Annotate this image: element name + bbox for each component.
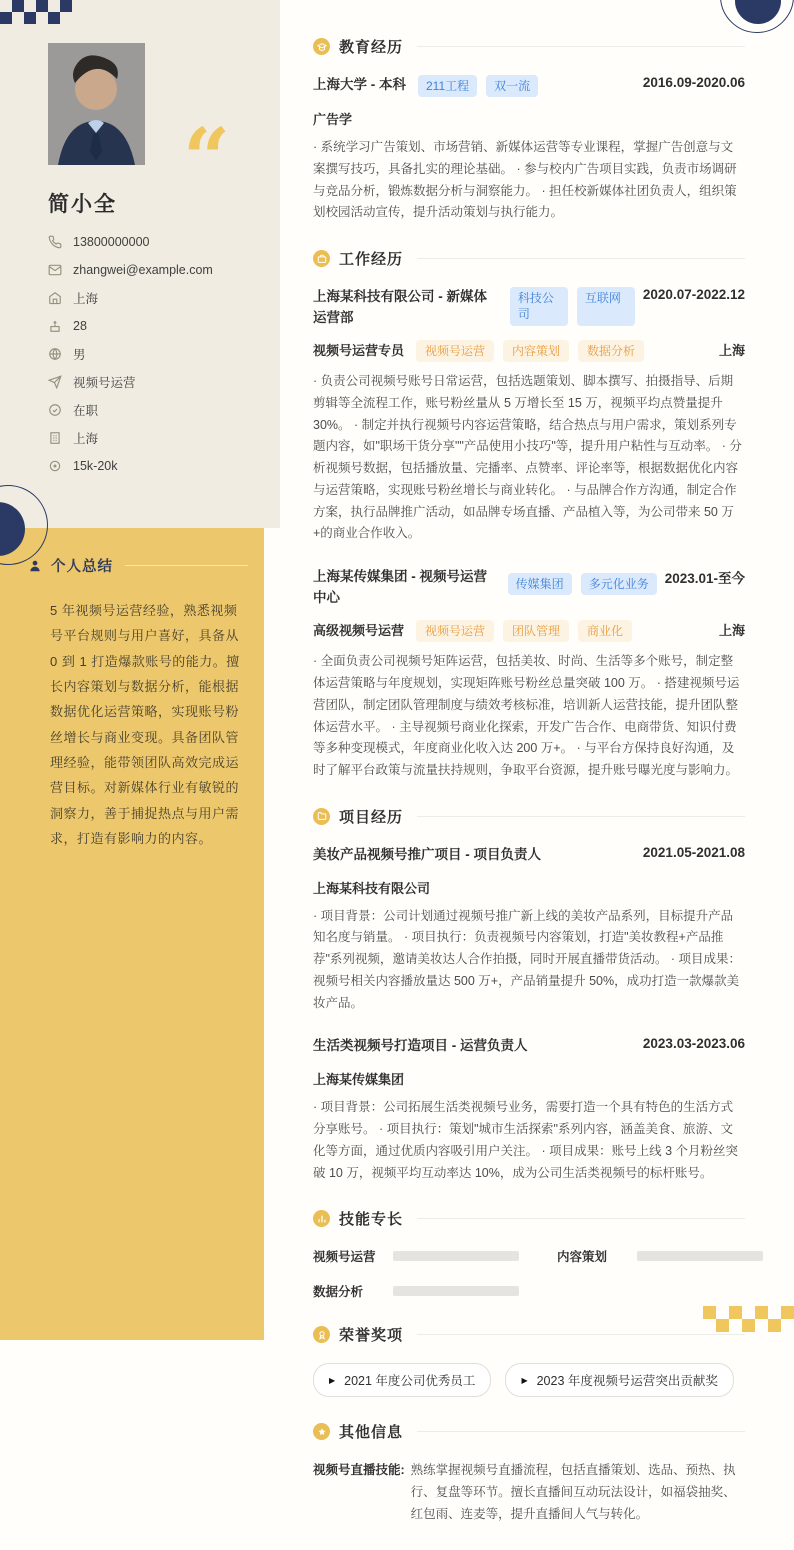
education-entry-header — [313, 75, 745, 97]
work-role-row — [313, 620, 745, 642]
project-entry — [313, 1036, 745, 1184]
status-icon — [48, 403, 62, 417]
section-other — [313, 1421, 745, 1525]
project-entry-header — [313, 1036, 745, 1057]
contact-target-role-value: 视频号运营 — [73, 376, 136, 390]
section-divider — [417, 258, 745, 259]
skills-title: 技能专长 — [339, 1211, 404, 1229]
company-tag: 互联网 — [577, 287, 635, 325]
circle-decoration-top-right — [720, 0, 794, 33]
honor-item — [313, 1363, 491, 1397]
role-tag: 视频号运营 — [416, 620, 494, 642]
contact-city — [48, 284, 258, 312]
work-entry-header — [313, 287, 745, 329]
honors-header — [313, 1324, 745, 1345]
contact-target-role — [48, 368, 258, 396]
company-tags — [510, 287, 635, 325]
work-date: 2023.01-至今 — [664, 571, 745, 587]
education-icon — [313, 38, 330, 55]
medal-icon — [313, 1326, 330, 1343]
folder-icon — [313, 808, 330, 825]
company-tags — [508, 573, 657, 595]
skill-item — [557, 1247, 763, 1265]
other-info-text: 熟练掌握视频号直播流程，包括直播策划、选品、预热、执行、复盘等环节。擅长直播间互动玩法设计，如福袋抽奖、红包雨、连麦等，提升直播间人气与转化。 — [410, 1463, 736, 1521]
projects-title: 项目经历 — [339, 808, 404, 826]
contact-age-value: 28 — [73, 319, 87, 333]
honor-label: 2023 年度视频号运营突出贡献奖 — [536, 1374, 718, 1389]
school-name: 上海大学 - 本科 — [313, 77, 406, 92]
role-tag: 视频号运营 — [416, 340, 494, 362]
project-date: 2021.05-2021.08 — [642, 844, 745, 860]
home-icon — [48, 291, 62, 305]
work-entry-header — [313, 567, 745, 609]
company-tag: 传媒集团 — [508, 573, 572, 595]
checkerboard-decoration-top-left — [0, 0, 72, 24]
skill-bar — [393, 1286, 519, 1296]
contact-company-city-value: 上海 — [73, 432, 99, 446]
contact-city-value: 上海 — [73, 292, 99, 306]
other-header — [313, 1421, 745, 1442]
triangle-icon: ▶ — [521, 1375, 528, 1385]
company-name: 上海某科技有限公司 - 新媒体运营部 — [313, 289, 487, 326]
project-company: 上海某科技有限公司 — [313, 880, 431, 896]
contact-status — [48, 396, 258, 424]
mail-icon — [48, 263, 62, 277]
skill-label: 视频号运营 — [313, 1250, 376, 1265]
project-name: 美妆产品视频号推广项目 - 项目负责人 — [313, 846, 541, 862]
briefcase-icon — [313, 250, 330, 267]
summary-title: 个人总结 — [51, 559, 113, 575]
skill-label: 数据分析 — [313, 1285, 364, 1300]
honor-item — [505, 1363, 733, 1397]
resume-main — [313, 36, 745, 1550]
person-icon — [28, 559, 42, 573]
section-divider — [417, 46, 745, 47]
bar-chart-icon — [313, 1210, 330, 1227]
triangle-icon: ▶ — [329, 1375, 336, 1385]
contact-salary — [48, 452, 258, 480]
globe-icon — [48, 347, 62, 361]
contact-phone-value: 13800000000 — [73, 235, 150, 249]
work-entry — [313, 287, 745, 545]
skill-bar — [637, 1251, 763, 1261]
section-divider — [417, 816, 745, 817]
work-role-row — [313, 340, 745, 362]
role-tags — [416, 340, 644, 362]
summary-divider — [125, 565, 248, 566]
work-description: · 负责公司视频号账号日常运营，包括选题策划、脚本撰写、拍摄指导、后期剪辑等全流程工作，账号粉丝量从 5 万增长至 15 万，视频平均点赞量提升 30%。 · 制定并执行视频号内容运营策略，结合热点与用户需求，策划系列专题内容，如"职场干货分享""产品使用小技巧"等，提升用户粘性与互动率。 · 分析视频号数据，包括播放量、完播率、点赞率、评论率等，根据数据优化内容与运营策略，实现账号粉丝增长与商业转化。 · 与品牌合作方沟通，制定合作方案，执行品牌推广活动，如品牌专场直播、产品植入等，为公司带来 50 万+的商业合作收入。 — [313, 374, 742, 541]
school-tags — [418, 75, 538, 97]
skills-header — [313, 1208, 745, 1229]
role-name: 视频号运营专员 — [313, 343, 405, 359]
contact-phone — [48, 228, 258, 256]
project-description: · 项目背景：公司拓展生活类视频号业务，需要打造一个具有特色的生活方式分享账号。 · 项目执行：策划"城市生活探索"系列内容，涵盖美食、旅游、文化等方面，通过优质内容吸引用户关注。 · 项目成果：账号上线 3 个月粉丝突破 10 万，视频平均互动率达 10%，成为公司生活类视频号的标杆账号。 — [313, 1100, 739, 1180]
role-tag: 数据分析 — [578, 340, 644, 362]
skill-item — [313, 1282, 519, 1300]
role-tags — [416, 620, 632, 642]
education-title: 教育经历 — [339, 39, 404, 56]
projects-header — [313, 806, 745, 827]
section-divider — [417, 1431, 745, 1432]
work-location: 上海 — [718, 623, 745, 639]
work-description: · 全面负责公司视频号矩阵运营，包括美妆、时尚、生活等多个账号，制定整体运营策略与年度规划，实现矩阵账号粉丝总量突破 100 万。 · 搭建视频号运营团队，制定团队管理制度与绩效考核标准，培训新人运营技能，提升团队整体运营水平。 · 主导视频号商业化探索，开发广告合作、电商带货、知识付费等多种变现模式，年度商业化收入达 200 万+。 · 与平台方保持良好沟通，及时了解平台政策与流量扶持规则，争取平台资源，提升账号曝光度与影响力。 — [313, 654, 740, 777]
skill-item — [313, 1247, 519, 1265]
contact-list — [48, 228, 258, 480]
contact-email — [48, 256, 258, 284]
contact-email-value: zhangwei@example.com — [73, 263, 213, 277]
other-title: 其他信息 — [339, 1424, 404, 1442]
section-honors — [313, 1324, 745, 1397]
role-tag: 内容策划 — [503, 340, 569, 362]
contact-age — [48, 312, 258, 340]
company-name: 上海某传媒集团 - 视频号运营中心 — [313, 569, 487, 606]
role-name: 高级视频号运营 — [313, 623, 405, 639]
project-company: 上海某传媒集团 — [313, 1072, 405, 1088]
education-description: · 系统学习广告策划、市场营销、新媒体运营等专业课程，掌握广告创意与文案撰写技巧，具备扎实的理论基础。 · 参与校内广告项目实践，负责市场调研与竞品分析，锻炼数据分析与洞察能力。 · 担任校新媒体社团负责人，组织策划校园活动宣传，提升活动策划与执行能力。 — [313, 140, 737, 220]
person-name: 简小全 — [48, 193, 117, 216]
contact-gender-value: 男 — [73, 348, 86, 362]
role-tag: 商业化 — [578, 620, 632, 642]
company-tag: 科技公司 — [510, 287, 568, 325]
project-name: 生活类视频号打造项目 - 运营负责人 — [313, 1038, 528, 1054]
section-divider — [417, 1218, 745, 1219]
education-header — [313, 36, 745, 57]
contact-company-city — [48, 424, 258, 452]
profile-photo — [48, 43, 145, 165]
project-description: · 项目背景：公司计划通过视频号推广新上线的美妆产品系列，目标提升产品知名度与销量。 · 项目执行：负责视频号内容策划，打造"美妆教程+产品推荐"系列视频，邀请美妆达人合作拍摄，同时开展直播带货活动。 · 项目成果：视频号相关内容播放量达 500 万+，产品销量提升 50%，成功打造一款爆款美妆产品。 — [313, 908, 742, 1010]
contact-gender — [48, 340, 258, 368]
skill-label: 内容策划 — [557, 1250, 608, 1265]
honors-title: 荣誉奖项 — [339, 1327, 404, 1345]
section-divider — [417, 1334, 745, 1335]
building-icon — [48, 431, 62, 445]
cake-icon — [48, 319, 62, 333]
other-info-row — [313, 1460, 745, 1525]
section-education — [313, 36, 745, 224]
section-projects — [313, 806, 745, 1185]
section-skills — [313, 1208, 745, 1300]
work-entry — [313, 567, 745, 782]
project-entry — [313, 845, 745, 1015]
contact-salary-value: 15k-20k — [73, 459, 118, 473]
work-title: 工作经历 — [339, 251, 404, 269]
contact-status-value: 在职 — [73, 404, 99, 418]
honor-label: 2021 年度公司优秀员工 — [344, 1374, 476, 1389]
work-location: 上海 — [718, 343, 745, 359]
role-tag: 团队管理 — [503, 620, 569, 642]
skills-grid — [313, 1247, 745, 1300]
section-work — [313, 248, 745, 782]
send-icon — [48, 375, 62, 389]
phone-icon — [48, 235, 62, 249]
education-date: 2016.09-2020.06 — [642, 75, 745, 90]
summary-header — [50, 555, 248, 576]
summary-text: 5 年视频号运营经验，熟悉视频号平台规则与用户喜好，具备从 0 到 1 打造爆款账号的能力。擅长内容策划与数据分析，能根据数据优化运营策略，实现账号粉丝增长与商业变现。具备团队管理经验，能带领团队高效完成运营目标。对新媒体行业有敏锐的洞察力，善于捕捉热点与用户需求，打造有影响力的内容。 — [50, 603, 240, 847]
other-info-label: 视频号直播技能: — [313, 1463, 405, 1478]
star-icon — [313, 1423, 330, 1440]
quote-icon: “ — [183, 111, 231, 207]
project-entry-header — [313, 845, 745, 866]
honor-list — [313, 1363, 745, 1397]
project-date: 2023.03-2023.06 — [642, 1036, 745, 1052]
personal-summary-panel — [0, 528, 264, 1340]
work-date: 2020.07-2022.12 — [642, 287, 745, 303]
skill-bar — [393, 1251, 519, 1261]
salary-icon — [48, 459, 62, 473]
school-tag: 双一流 — [486, 75, 538, 97]
work-header — [313, 248, 745, 269]
company-tag: 多元化业务 — [581, 573, 657, 595]
avatar — [48, 43, 145, 165]
education-major: 广告学 — [313, 112, 353, 128]
school-tag: 211工程 — [418, 75, 477, 97]
